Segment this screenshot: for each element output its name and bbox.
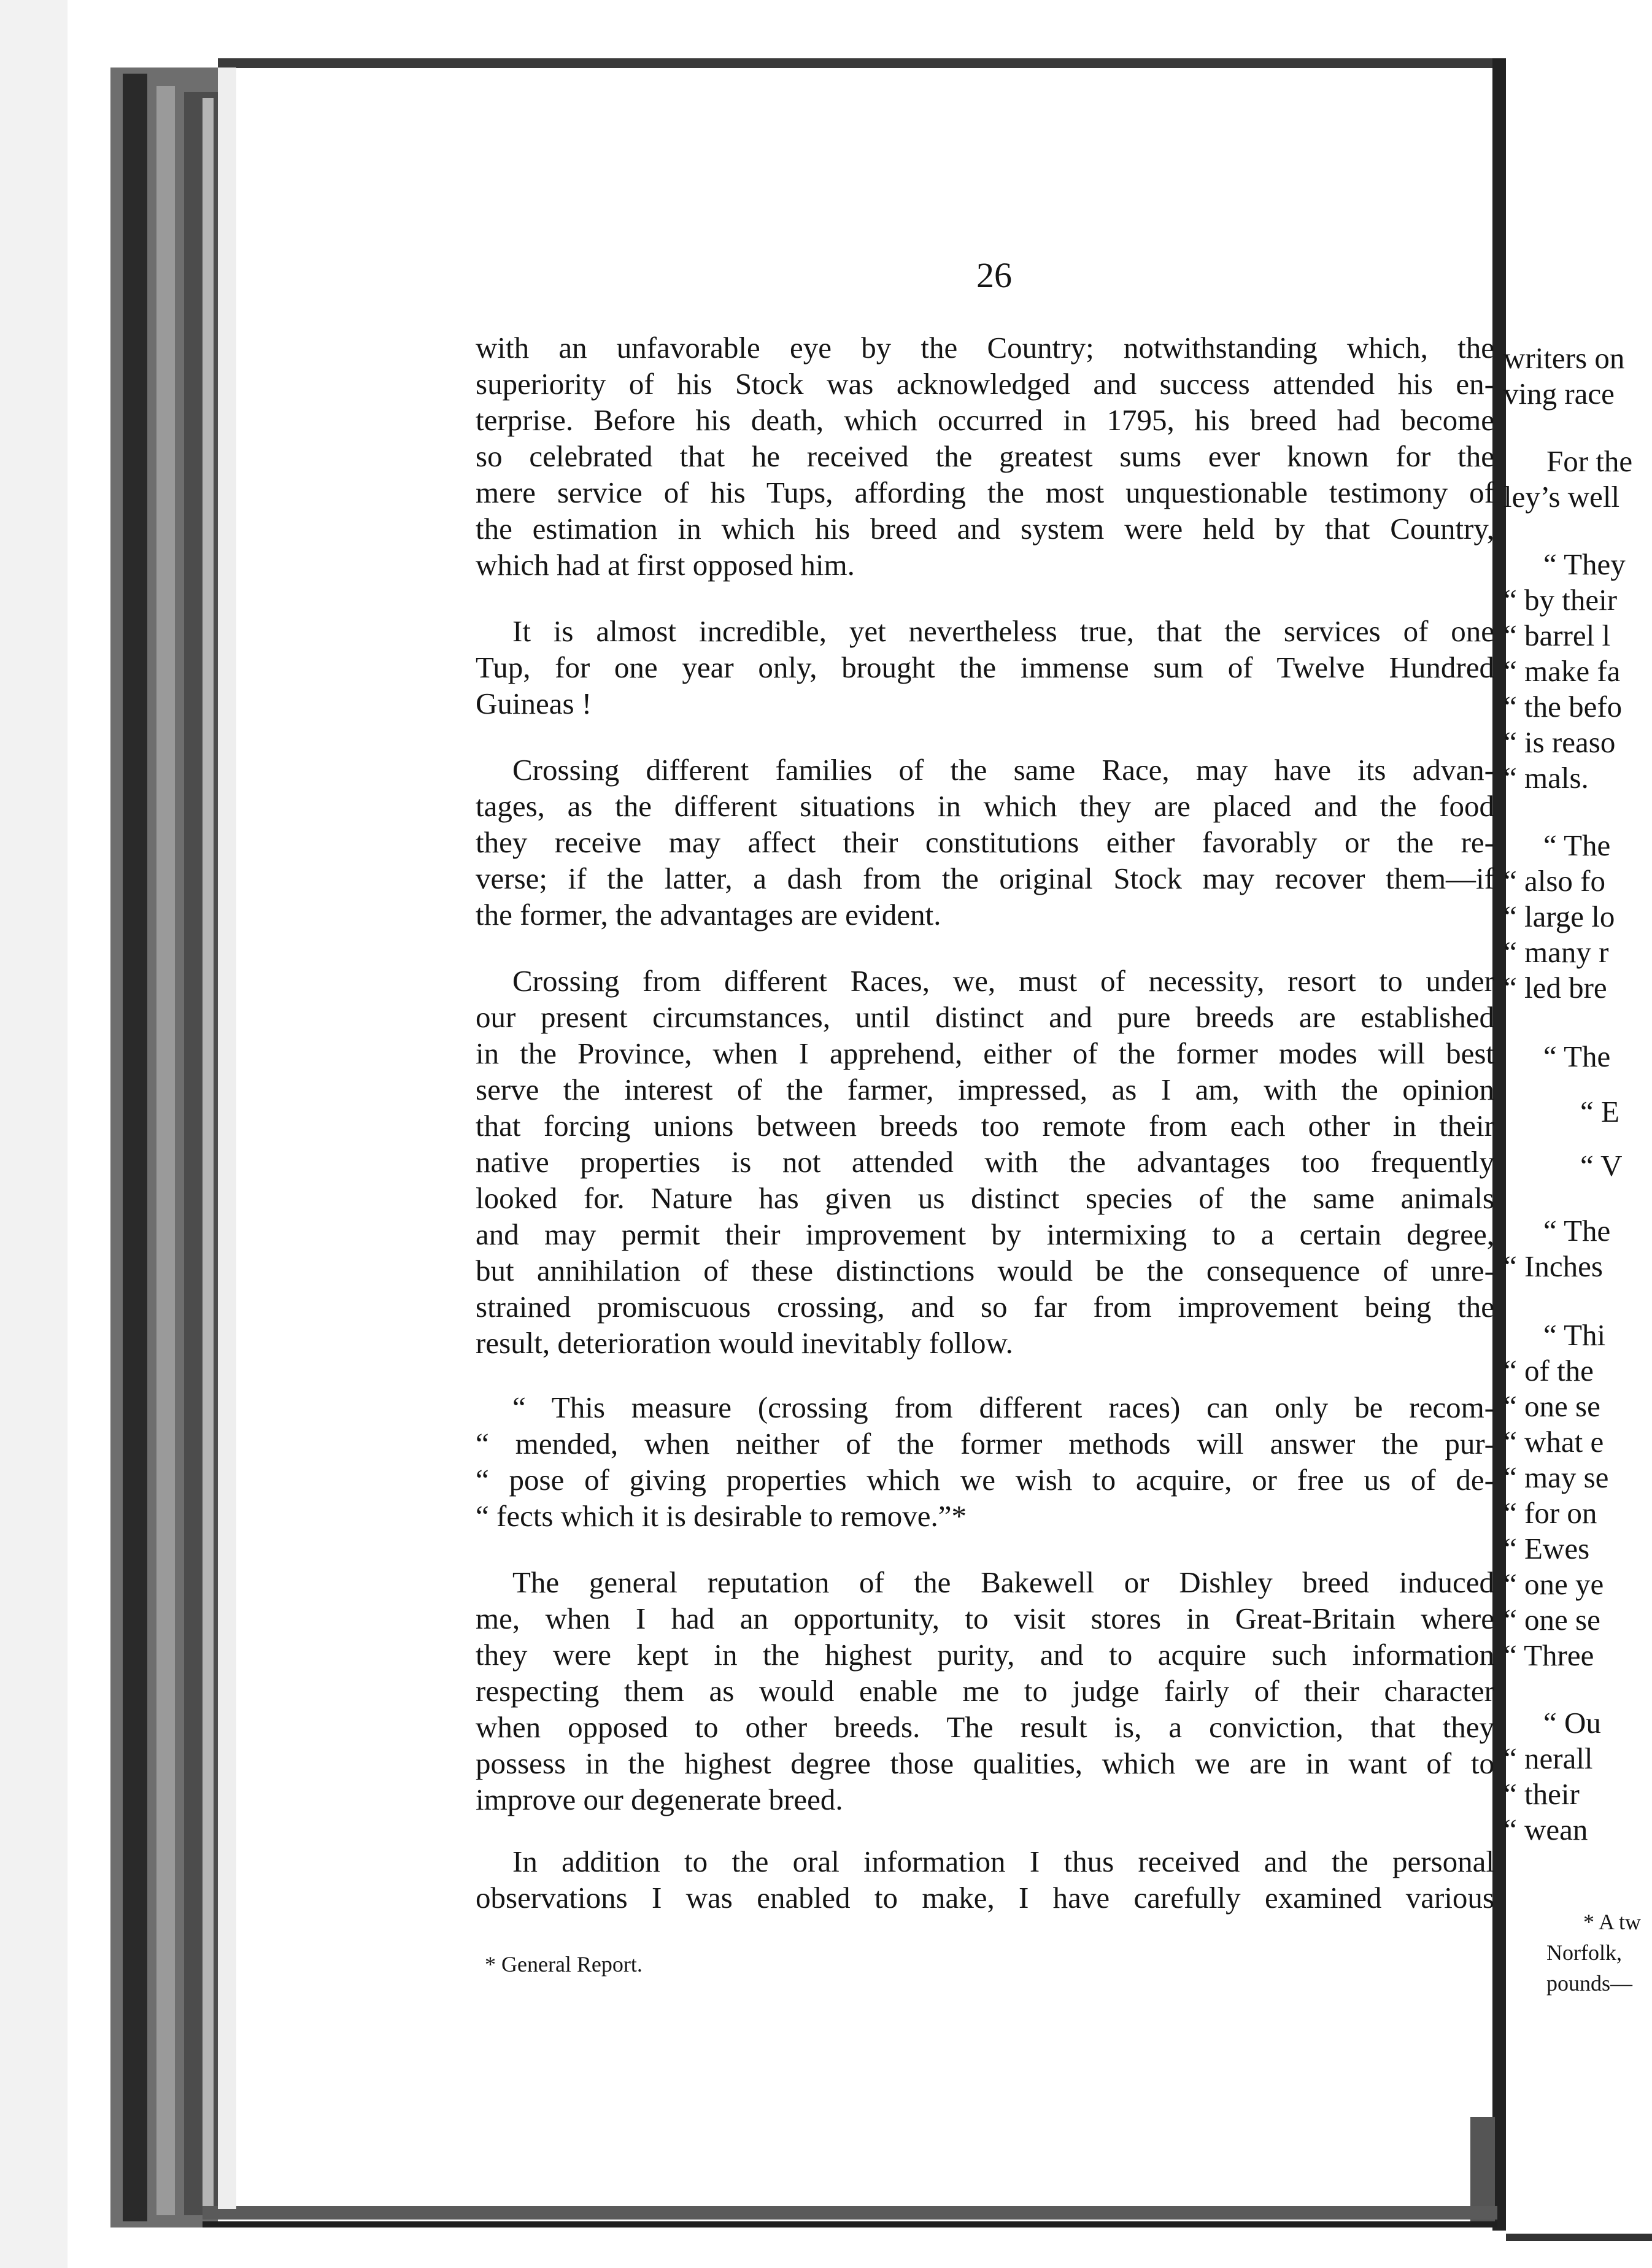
facing-line: For the xyxy=(1546,444,1633,478)
text-line: verse; if the latter, a dash from the original Stock may recover them—if xyxy=(476,862,1494,895)
facing-line: “ many r xyxy=(1503,935,1609,969)
text-line: mere service of his Tups, affording the most unquestionable testimony of xyxy=(476,476,1494,509)
text-line: our present circumstances, until distinct and pure breeds are established xyxy=(476,1000,1494,1034)
text-line: terprise. Before his death, which occurred in 1795, his breed had become xyxy=(476,403,1494,437)
facing-line: “ one ye xyxy=(1503,1567,1604,1601)
quote-line: “ pose of giving properties which we wish to acquire, or free us of de- xyxy=(476,1463,1494,1497)
page-number: 26 xyxy=(976,255,1012,295)
text-line: the former, the advantages are evident. xyxy=(476,898,941,932)
footnote: * General Report. xyxy=(485,1952,643,1977)
facing-line: writers on xyxy=(1503,341,1625,375)
text-line: observations I was enabled to make, I have carefully examined various xyxy=(476,1881,1494,1915)
facing-line: “ one se xyxy=(1503,1603,1600,1637)
text-line: me, when I had an opportunity, to visit stores in Great-Britain where xyxy=(476,1602,1494,1635)
text-line: with an unfavorable eye by the Country; notwithstanding which, the xyxy=(476,331,1494,364)
text-line: the estimation in which his breed and system were held by that Country, xyxy=(476,512,1494,546)
text-line: Guineas ! xyxy=(476,687,592,720)
text-line: Crossing different families of the same Race, may have its advan- xyxy=(512,753,1494,787)
facing-line: “ is reaso xyxy=(1503,725,1616,759)
facing-line: ving race xyxy=(1503,377,1615,411)
facing-line: “ They xyxy=(1543,547,1626,581)
facing-line: “ the befo xyxy=(1503,690,1623,723)
text-line: they receive may affect their constitutions either favorably or the re- xyxy=(476,825,1494,859)
text-line: when opposed to other breeds. The result is, a conviction, that they xyxy=(476,1710,1494,1744)
text-line: In addition to the oral information I thus received and the personal xyxy=(512,1845,1494,1878)
text-line: The general reputation of the Bakewell or Dishley breed induced xyxy=(512,1565,1494,1599)
facing-line: “ E xyxy=(1580,1095,1619,1128)
text-line: superiority of his Stock was acknowledged and success attended his en- xyxy=(476,367,1494,401)
text-line: that forcing unions between breeds too remote from each other in their xyxy=(476,1109,1494,1143)
text-line: which had at first opposed him. xyxy=(476,548,855,582)
facing-line: ley’s well xyxy=(1503,480,1620,514)
facing-line: “ Ewes xyxy=(1503,1532,1590,1565)
text-line: in the Province, when I apprehend, either of the former modes will best xyxy=(476,1036,1494,1070)
text-line: and may permit their improvement by intermixing to a certain degree, xyxy=(476,1217,1494,1251)
facing-line: “ The xyxy=(1543,828,1611,862)
text-line: strained promiscuous crossing, and so far from improvement being the xyxy=(476,1290,1494,1324)
facing-footnote-line: pounds— xyxy=(1546,1971,1633,1996)
facing-line: “ led bre xyxy=(1503,971,1607,1005)
facing-line: “ Thi xyxy=(1543,1318,1606,1352)
text-line: result, deterioration would inevitably follow. xyxy=(476,1326,1013,1360)
text-line: respecting them as would enable me to judge fairly of their character xyxy=(476,1674,1494,1708)
facing-line: “ Inches xyxy=(1503,1249,1603,1283)
text-line: so celebrated that he received the greatest sums ever known for the xyxy=(476,439,1494,473)
text-line: looked for. Nature has given us distinct species of the same animals xyxy=(476,1181,1494,1215)
facing-line: “ large lo xyxy=(1503,900,1615,933)
facing-line: “ what e xyxy=(1503,1425,1604,1459)
facing-footnote-line: * A tw xyxy=(1583,1910,1642,1934)
facing-line: “ of the xyxy=(1503,1354,1594,1387)
text-line: improve our degenerate breed. xyxy=(476,1783,843,1816)
quote-line: “ mended, when neither of the former methods will answer the pur- xyxy=(476,1427,1494,1460)
facing-line: “ The xyxy=(1543,1214,1611,1248)
text-line: but annihilation of these distinctions would be the consequence of unre- xyxy=(476,1254,1494,1287)
text-line: possess in the highest degree those qualities, which we are in want of to xyxy=(476,1746,1494,1780)
text-line: It is almost incredible, yet nevertheless true, that the services of one xyxy=(512,614,1494,648)
facing-line: “ also fo xyxy=(1503,864,1605,898)
text-line: serve the interest of the farmer, impressed, as I am, with the opinion xyxy=(476,1073,1494,1106)
facing-line: “ nerall xyxy=(1503,1742,1593,1775)
facing-line: “ by their xyxy=(1503,583,1618,617)
facing-line: “ wean xyxy=(1503,1813,1588,1846)
quote-line: “ This measure (crossing from different races) can only be recom- xyxy=(512,1390,1494,1424)
facing-line: “ one se xyxy=(1503,1389,1600,1423)
text-line: Tup, for one year only, brought the immense sum of Twelve Hundred xyxy=(476,650,1494,684)
facing-line: “ Ou xyxy=(1543,1706,1601,1740)
facing-line: “ mals. xyxy=(1503,761,1589,795)
facing-footnote-line: Norfolk, xyxy=(1546,1940,1622,1965)
quote-line: “ fects which it is desirable to remove.”* xyxy=(476,1499,967,1533)
facing-line: “ make fa xyxy=(1503,654,1621,688)
facing-line: “ for on xyxy=(1503,1496,1597,1530)
facing-line: “ V xyxy=(1580,1149,1623,1182)
facing-line: “ may se xyxy=(1503,1460,1609,1494)
text-line: native properties is not attended with the advantages too frequently xyxy=(476,1145,1494,1179)
text-line: they were kept in the highest purity, and to acquire such information xyxy=(476,1638,1494,1672)
facing-line: “ their xyxy=(1503,1777,1580,1811)
facing-line: “ barrel l xyxy=(1503,619,1611,652)
text-line: tages, as the different situations in which they are placed and the food xyxy=(476,789,1494,823)
facing-line: “ Three xyxy=(1503,1638,1594,1672)
facing-line: “ The xyxy=(1543,1040,1611,1073)
text-line: Crossing from different Races, we, must of necessity, resort to under xyxy=(512,964,1494,998)
